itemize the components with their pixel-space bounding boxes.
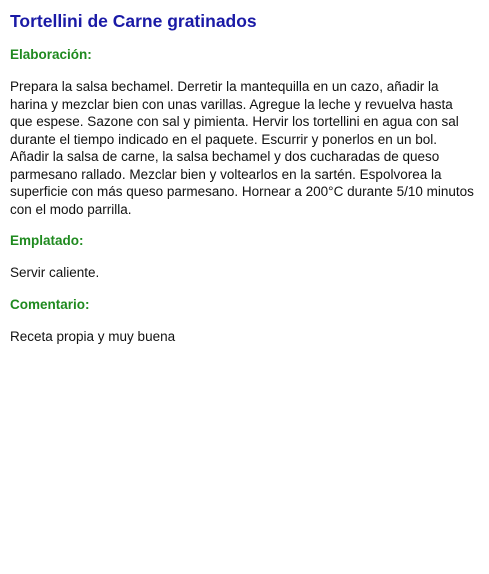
section-emplatado [10, 232, 479, 282]
emplatado-heading: Emplatado: [10, 233, 84, 248]
comentario-text: Receta propia y muy buena [10, 328, 176, 344]
recipe-title: Tortellini de Carne gratinados [10, 11, 257, 31]
comentario-heading: Comentario: [10, 296, 90, 312]
elaboracion-text: Prepara la salsa bechamel. Derretir la mantequilla en un cazo, añadir la harina y mezclar bien con unas varillas. Agregue la leche y revuelva hasta que espese. Sazone con sal y pimienta. Hervir los tortellini en agua con sal durante el tiempo indicado en el paquete. Escurrir y ponerlos en un bol. Añadir la salsa de carne, la salsa bechamel y dos cucharadas de queso parmesano rallado. Mezclar bien y voltearlos en la sartén. Espolvorea la superficie con más queso parmesano. Hornear a 200°C durante 5/10 minutos con el modo parrilla. [10, 79, 474, 217]
elaboracion-heading: Elaboración: [10, 47, 92, 62]
emplatado-text: Servir caliente. [10, 265, 100, 280]
section-elaboracion [10, 46, 479, 218]
section-comentario [10, 296, 479, 346]
